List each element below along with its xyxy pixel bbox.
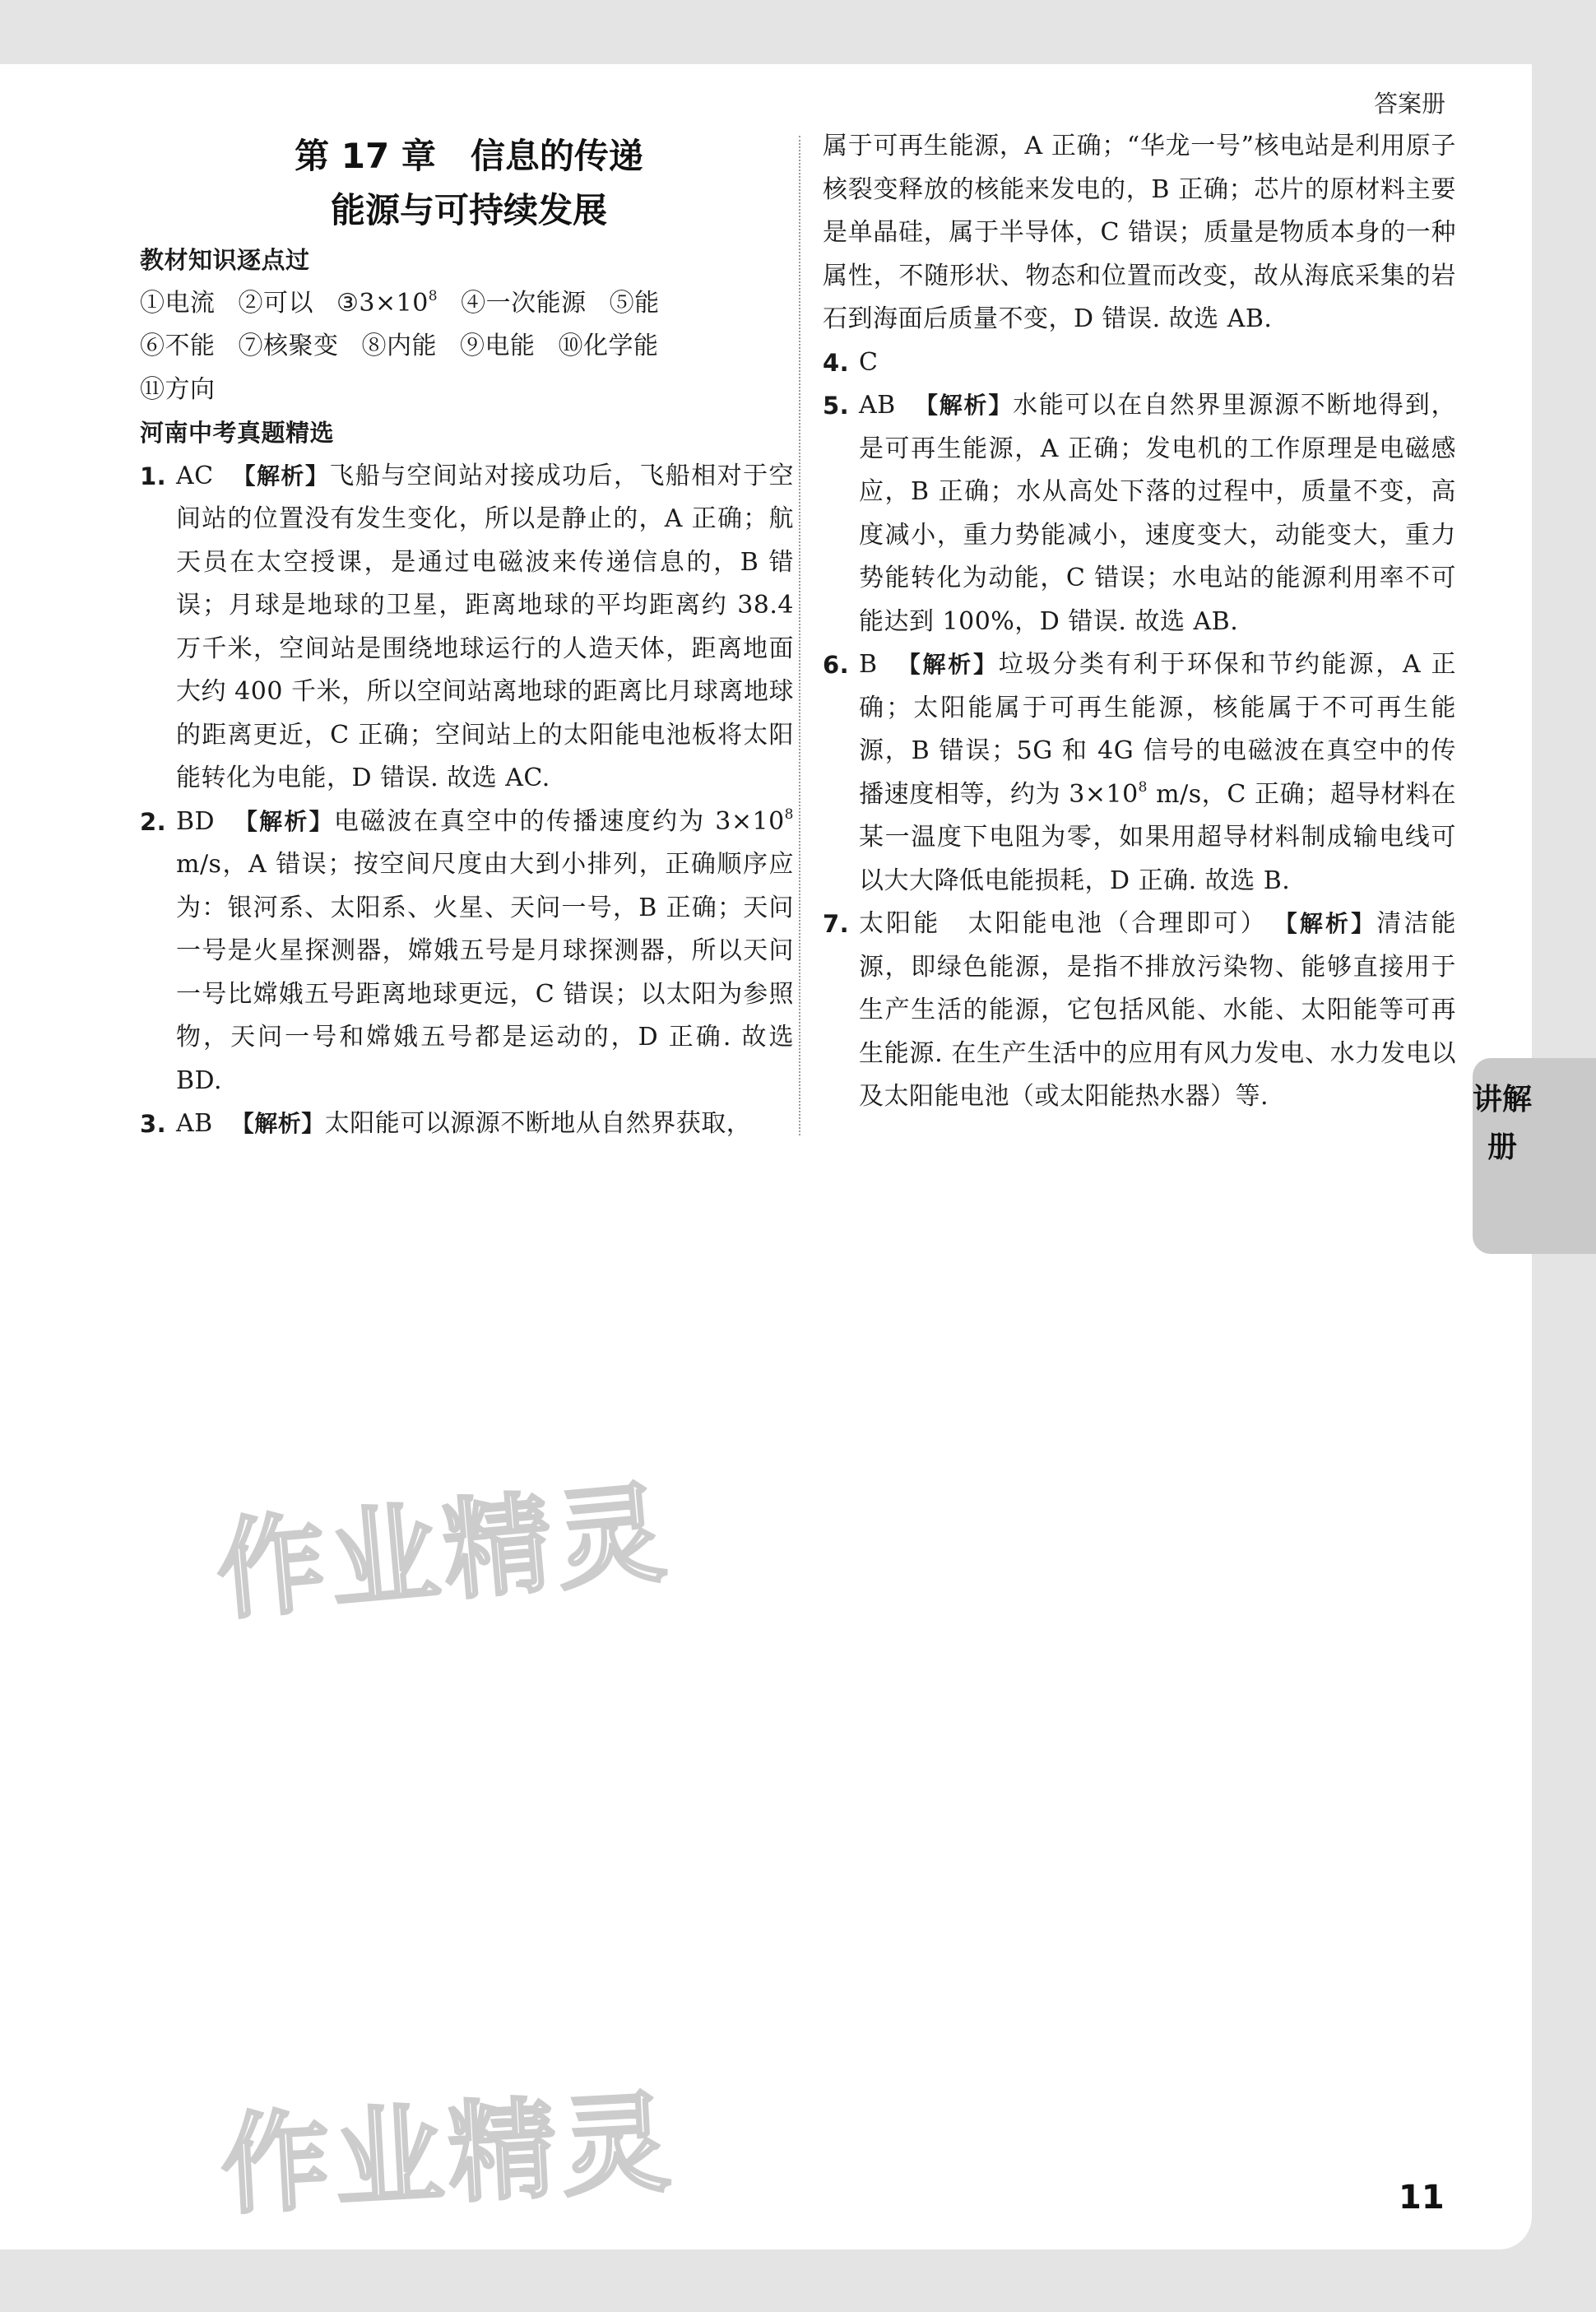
knowledge-row-2	[140, 325, 794, 369]
analysis-tag: 【解析】	[895, 651, 999, 678]
question-analysis: 水能可以在自然界里源源不断地得到，是可再生能源，A 正确；发电机的工作原理是电磁感应，B 正确；水从高处下落的过程中，质量不变，高度减小，重力势能减小，速度变大，动能变大，重力势能转化为动能，C 错误；水电站的能源利用率不可能达到 100%，D 错误. 故选 AB.	[859, 391, 1456, 636]
knowledge-row-3	[140, 369, 794, 412]
question-analysis: 垃圾分类有利于环保和节约能源，A 正确；太阳能属于可再生能源，核能属于不可再生能源，B 错误；5G 和 4G 信号的电磁波在真空中的传播速度相等，约为 3×10	[859, 650, 1456, 809]
question-number: 4.	[823, 348, 850, 377]
question-answer: BD	[176, 806, 216, 836]
chapter-title-line2: 能源与可持续发展	[330, 190, 607, 230]
knowledge-point: ⑥不能	[140, 332, 216, 360]
question-3	[140, 1103, 794, 1146]
left-column	[140, 239, 794, 1146]
question-analysis: 清洁能源，即绿色能源，是指不排放污染物、能够直接用于生产生活的能源，它包括风能、水能、太阳能等可再生能源. 在生产生活中的应用有风力发电、水力发电以及太阳能电池（或太阳能热水器）等.	[859, 909, 1457, 1111]
column-divider	[799, 136, 800, 1135]
question-number: 5.	[823, 392, 850, 420]
question-analysis-cont: m/s，C 正确；超导材料在某一温度下电阻为零，如果用超导材料制成输电线可以大大降低电能损耗，D 正确. 故选 B.	[859, 779, 1456, 895]
section-heading-knowledge: 教材知识逐点过	[140, 246, 310, 274]
question-number: 2.	[140, 807, 167, 836]
question-number: 3.	[140, 1110, 167, 1138]
question-answer: B	[859, 650, 878, 679]
side-tab[interactable]	[1473, 1058, 1596, 1254]
question-6	[823, 643, 1456, 903]
question-number: 7.	[823, 910, 850, 938]
side-tab-label: 讲解册	[1473, 1083, 1533, 1164]
analysis-tag: 【解析】	[1285, 910, 1377, 937]
knowledge-point: ⑤能	[609, 288, 660, 318]
chapter-title-line1: 第 17 章 信息的传递	[295, 136, 643, 176]
knowledge-point: ⑪方向	[140, 374, 216, 404]
analysis-tag: 【解析】	[913, 392, 1014, 419]
knowledge-point: $③3\times 10^8$	[336, 287, 438, 318]
question-answer: C	[859, 347, 879, 377]
knowledge-point: ①电流	[140, 288, 216, 318]
section-heading-exam: 河南中考真题精选	[140, 419, 335, 447]
question-analysis: 太阳能可以源源不断地从自然界获取，	[324, 1109, 752, 1138]
question-analysis-cont: m/s，A 错误；按空间尺度由大到小排列，正确顺序应为：银河系、太阳系、火星、天问一号，B 正确；天问一号是火星探测器，嫦娥五号是月球探测器，所以天问一号比嫦娥五号距离地球更远，C 错误；以太阳为参照物，天问一号和嫦娥五号都是运动的，D 正确. 故选 BD.	[176, 850, 794, 1095]
analysis-tag: 【解析】	[230, 1110, 325, 1137]
question-number: 1.	[140, 462, 167, 490]
knowledge-row-1	[140, 282, 794, 326]
question-1	[140, 455, 794, 801]
header-label: 答案册	[1374, 90, 1446, 118]
watermark: 作业精灵	[217, 2079, 679, 2231]
watermark: 作业精灵	[211, 1469, 675, 1636]
question-3-continued: 属于可再生能源，A 正确；“华龙一号”核电站是利用原子核裂变释放的核能来发电的，B 正确；芯片的原材料主要是单晶硅，属于半导体，C 错误；质量是物质本身的一种属性，不随形状、物态和位置而改变，故从海底采集的岩石到海面后质量不变，D 错误. 故选 AB.	[823, 132, 1456, 333]
exponent: 8	[428, 287, 438, 304]
question-number: 6.	[823, 651, 850, 679]
knowledge-point: ②可以	[238, 288, 313, 318]
knowledge-point: ⑨电能	[460, 332, 536, 360]
question-answer: AB	[176, 1109, 213, 1138]
question-7	[823, 903, 1456, 1119]
analysis-tag: 【解析】	[231, 462, 330, 490]
question-5	[823, 384, 1456, 643]
question-analysis: 飞船与空间站对接成功后，飞船相对于空间站的位置没有发生变化，所以是静止的，A 正确；航天员在太空授课，是通过电磁波来传递信息的，B 错误；月球是地球的卫星，距离地球的平均距离约 38.4 万千米，空间站是围绕地球运行的人造天体，距离地面大约 400 千米，所以空间站离地球的距离比月球离地球的距离更近，C 正确；空间站上的太阳能电池板将太阳能转化为电能，D 错误. 故选 AC.	[176, 461, 794, 792]
question-4	[823, 341, 1456, 385]
page-number: 11	[1399, 2179, 1445, 2217]
question-answer: AB	[859, 391, 896, 420]
exponent: 8	[1138, 778, 1148, 796]
knowledge-point: ⑩化学能	[558, 332, 659, 360]
exponent: 8	[784, 805, 794, 823]
knowledge-point: ④一次能源	[461, 288, 587, 318]
question-2	[140, 801, 794, 1103]
analysis-tag: 【解析】	[233, 807, 334, 835]
question-answer: 太阳能 太阳能电池（合理即可）	[859, 909, 1268, 938]
right-column	[823, 125, 1456, 1119]
question-analysis: 电磁波在真空中的传播速度约为 3×10	[333, 806, 785, 836]
knowledge-point: ⑦核聚变	[238, 332, 339, 360]
question-answer: AC	[176, 461, 214, 490]
knowledge-point: ⑧内能	[361, 332, 437, 360]
